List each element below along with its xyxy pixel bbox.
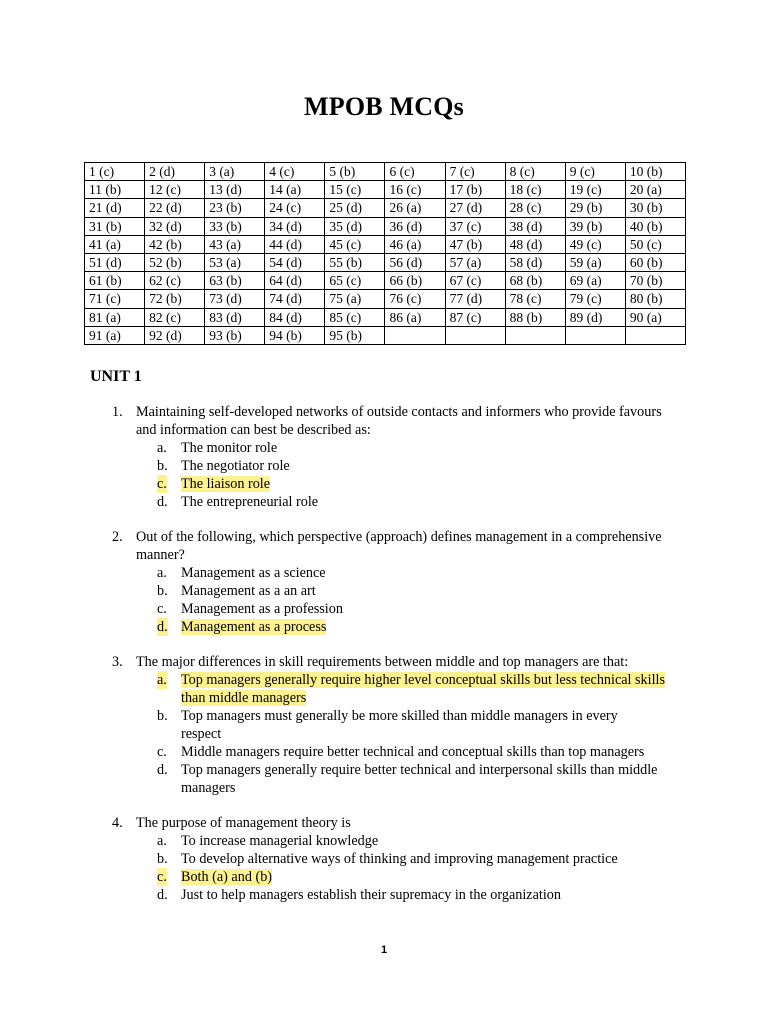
answer-key-cell: 35 (d)	[325, 217, 385, 235]
answer-key-row	[85, 181, 686, 199]
answer-key-cell: 83 (d)	[205, 308, 265, 326]
answer-key-cell: 33 (b)	[205, 217, 265, 235]
answer-key-cell	[565, 326, 625, 344]
answer-key-cell: 64 (d)	[265, 272, 325, 290]
option-letter: d.	[157, 494, 168, 510]
option-text: The monitor role	[181, 440, 278, 456]
answer-key-cell: 8 (c)	[505, 163, 565, 181]
question-stem: The major differences in skill requirements between middle and top managers are that:	[136, 654, 629, 670]
option-letter: a.	[157, 565, 167, 581]
answer-key-cell: 9 (c)	[565, 163, 625, 181]
answer-key-cell: 49 (c)	[565, 235, 625, 253]
answer-key-cell: 82 (c)	[145, 308, 205, 326]
answer-key-cell: 93 (b)	[205, 326, 265, 344]
answer-key-cell: 4 (c)	[265, 163, 325, 181]
answer-key-row	[85, 308, 686, 326]
answer-key-cell: 84 (d)	[265, 308, 325, 326]
answer-key-cell: 75 (a)	[325, 290, 385, 308]
answer-key-cell: 48 (d)	[505, 235, 565, 253]
option-letter: b.	[157, 851, 168, 867]
page-number: 1	[380, 944, 388, 956]
answer-key-cell: 85 (c)	[325, 308, 385, 326]
answer-key-cell: 65 (c)	[325, 272, 385, 290]
answer-key-cell: 59 (a)	[565, 253, 625, 271]
answer-key-cell: 1 (c)	[85, 163, 145, 181]
answer-key-cell: 57 (a)	[445, 253, 505, 271]
answer-key-cell: 47 (b)	[445, 235, 505, 253]
answer-key-cell: 92 (d)	[145, 326, 205, 344]
answer-key-cell: 44 (d)	[265, 235, 325, 253]
answer-key-cell: 69 (a)	[565, 272, 625, 290]
answer-key-cell: 76 (c)	[385, 290, 445, 308]
answer-key-cell: 87 (c)	[445, 308, 505, 326]
answer-key-cell: 45 (c)	[325, 235, 385, 253]
answer-key-cell: 94 (b)	[265, 326, 325, 344]
answer-key-row	[85, 163, 686, 181]
answer-key-cell: 5 (b)	[325, 163, 385, 181]
option-text: The entrepreneurial role	[181, 494, 319, 510]
answer-key-cell: 41 (a)	[85, 235, 145, 253]
answer-key-cell: 37 (c)	[445, 217, 505, 235]
answer-key-cell: 86 (a)	[385, 308, 445, 326]
answer-key-cell: 30 (b)	[625, 199, 685, 217]
option-text: To increase managerial knowledge	[181, 833, 379, 849]
answer-key-cell	[385, 326, 445, 344]
question-stem: Out of the following, which perspective (approach) defines management in a comprehensive manner?	[136, 529, 662, 563]
answer-key-cell: 52 (b)	[145, 253, 205, 271]
option-text: Middle managers require better technical and conceptual skills than top managers	[181, 744, 645, 760]
answer-key-cell: 19 (c)	[565, 181, 625, 199]
answer-key-cell: 18 (c)	[505, 181, 565, 199]
answer-key-cell: 14 (a)	[265, 181, 325, 199]
answer-key-cell: 46 (a)	[385, 235, 445, 253]
answer-key-cell: 63 (b)	[205, 272, 265, 290]
answer-key-cell: 3 (a)	[205, 163, 265, 181]
answer-key-table	[84, 162, 686, 345]
answer-key-cell: 36 (d)	[385, 217, 445, 235]
answer-key-cell: 74 (d)	[265, 290, 325, 308]
answer-key-cell: 39 (b)	[565, 217, 625, 235]
answer-key-cell: 68 (b)	[505, 272, 565, 290]
option-text: Top managers generally require better technical and interpersonal skills than middle managers	[181, 762, 658, 796]
answer-key-cell: 91 (a)	[85, 326, 145, 344]
question-number: 2.	[112, 529, 123, 545]
answer-key-cell: 21 (d)	[85, 199, 145, 217]
option-text: Just to help managers establish their supremacy in the organization	[181, 887, 561, 903]
question-stem: Maintaining self-developed networks of outside contacts and informers who provide favours and information can best be described as:	[136, 404, 662, 438]
answer-key-cell: 40 (b)	[625, 217, 685, 235]
answer-key-cell: 29 (b)	[565, 199, 625, 217]
answer-key-cell: 32 (d)	[145, 217, 205, 235]
answer-key-cell: 77 (d)	[445, 290, 505, 308]
option-text: Management as a an art	[181, 583, 316, 599]
option-letter: b.	[157, 458, 168, 474]
answer-key-cell: 56 (d)	[385, 253, 445, 271]
answer-key-cell: 15 (c)	[325, 181, 385, 199]
answer-key-cell: 66 (b)	[385, 272, 445, 290]
answer-key-row	[85, 199, 686, 217]
answer-key-cell: 11 (b)	[85, 181, 145, 199]
answer-key-cell: 61 (b)	[85, 272, 145, 290]
option-letter: b.	[157, 708, 168, 724]
answer-key-cell	[625, 326, 685, 344]
option-letter: c.	[157, 601, 167, 617]
option-text: Management as a profession	[181, 601, 343, 617]
answer-key-cell: 31 (b)	[85, 217, 145, 235]
answer-key-cell: 34 (d)	[265, 217, 325, 235]
unit-heading: UNIT 1	[90, 368, 142, 385]
option-letter: d.	[157, 619, 168, 635]
answer-key-cell: 58 (d)	[505, 253, 565, 271]
answer-key-cell: 60 (b)	[625, 253, 685, 271]
question-number: 1.	[112, 404, 123, 420]
option-letter: b.	[157, 583, 168, 599]
answer-key-cell: 54 (d)	[265, 253, 325, 271]
answer-key-cell: 42 (b)	[145, 235, 205, 253]
answer-key-cell: 79 (c)	[565, 290, 625, 308]
answer-key-cell: 72 (b)	[145, 290, 205, 308]
answer-key-row	[85, 235, 686, 253]
answer-key-cell: 70 (b)	[625, 272, 685, 290]
option-letter: c.	[157, 869, 167, 885]
answer-key-cell: 20 (a)	[625, 181, 685, 199]
answer-key-cell: 62 (c)	[145, 272, 205, 290]
page-title: MPOB MCQs	[304, 92, 464, 121]
option-text-highlighted: Management as a process	[181, 619, 327, 635]
answer-key-row	[85, 290, 686, 308]
option-letter: d.	[157, 887, 168, 903]
answer-key-cell: 16 (c)	[385, 181, 445, 199]
answer-key-cell: 88 (b)	[505, 308, 565, 326]
answer-key-cell: 78 (c)	[505, 290, 565, 308]
answer-key-cell	[505, 326, 565, 344]
option-letter: c.	[157, 476, 167, 492]
answer-key-cell: 2 (d)	[145, 163, 205, 181]
option-letter: a.	[157, 833, 167, 849]
option-text-highlighted: Both (a) and (b)	[181, 869, 273, 885]
answer-key-cell: 67 (c)	[445, 272, 505, 290]
option-text: Top managers must generally be more skilled than middle managers in every respect	[181, 708, 618, 742]
answer-key-cell: 28 (c)	[505, 199, 565, 217]
answer-key-cell: 13 (d)	[205, 181, 265, 199]
answer-key-cell: 26 (a)	[385, 199, 445, 217]
option-letter: a.	[157, 672, 167, 688]
answer-key-cell: 73 (d)	[205, 290, 265, 308]
answer-key-cell: 22 (d)	[145, 199, 205, 217]
answer-key-cell: 71 (c)	[85, 290, 145, 308]
answer-key-cell: 95 (b)	[325, 326, 385, 344]
question-stem: The purpose of management theory is	[136, 815, 351, 831]
answer-key-cell: 89 (d)	[565, 308, 625, 326]
answer-key-cell: 25 (d)	[325, 199, 385, 217]
option-letter: a.	[157, 440, 167, 456]
answer-key-cell: 51 (d)	[85, 253, 145, 271]
answer-key-cell: 7 (c)	[445, 163, 505, 181]
question-number: 4.	[112, 815, 123, 831]
answer-key-cell: 43 (a)	[205, 235, 265, 253]
answer-key-cell: 24 (c)	[265, 199, 325, 217]
option-text-highlighted: Top managers generally require higher level conceptual skills but less technical skills than middle managers	[181, 672, 665, 706]
answer-key-row	[85, 272, 686, 290]
answer-key-cell: 81 (a)	[85, 308, 145, 326]
option-letter: d.	[157, 762, 168, 778]
answer-key-cell: 23 (b)	[205, 199, 265, 217]
answer-key-row	[85, 253, 686, 271]
answer-key-cell: 6 (c)	[385, 163, 445, 181]
question-number: 3.	[112, 654, 123, 670]
option-text: To develop alternative ways of thinking and improving management practice	[181, 851, 618, 867]
answer-key-cell: 17 (b)	[445, 181, 505, 199]
answer-key-cell: 10 (b)	[625, 163, 685, 181]
answer-key-cell: 27 (d)	[445, 199, 505, 217]
answer-key-cell	[445, 326, 505, 344]
answer-key-cell: 80 (b)	[625, 290, 685, 308]
answer-key-cell: 55 (b)	[325, 253, 385, 271]
answer-key-cell: 38 (d)	[505, 217, 565, 235]
answer-key-row	[85, 326, 686, 344]
option-text: The negotiator role	[181, 458, 290, 474]
answer-key-cell: 53 (a)	[205, 253, 265, 271]
option-letter: c.	[157, 744, 167, 760]
option-text-highlighted: The liaison role	[181, 476, 271, 492]
option-text: Management as a science	[181, 565, 326, 581]
answer-key-row	[85, 217, 686, 235]
answer-key-cell: 50 (c)	[625, 235, 685, 253]
answer-key-cell: 90 (a)	[625, 308, 685, 326]
answer-key-cell: 12 (c)	[145, 181, 205, 199]
